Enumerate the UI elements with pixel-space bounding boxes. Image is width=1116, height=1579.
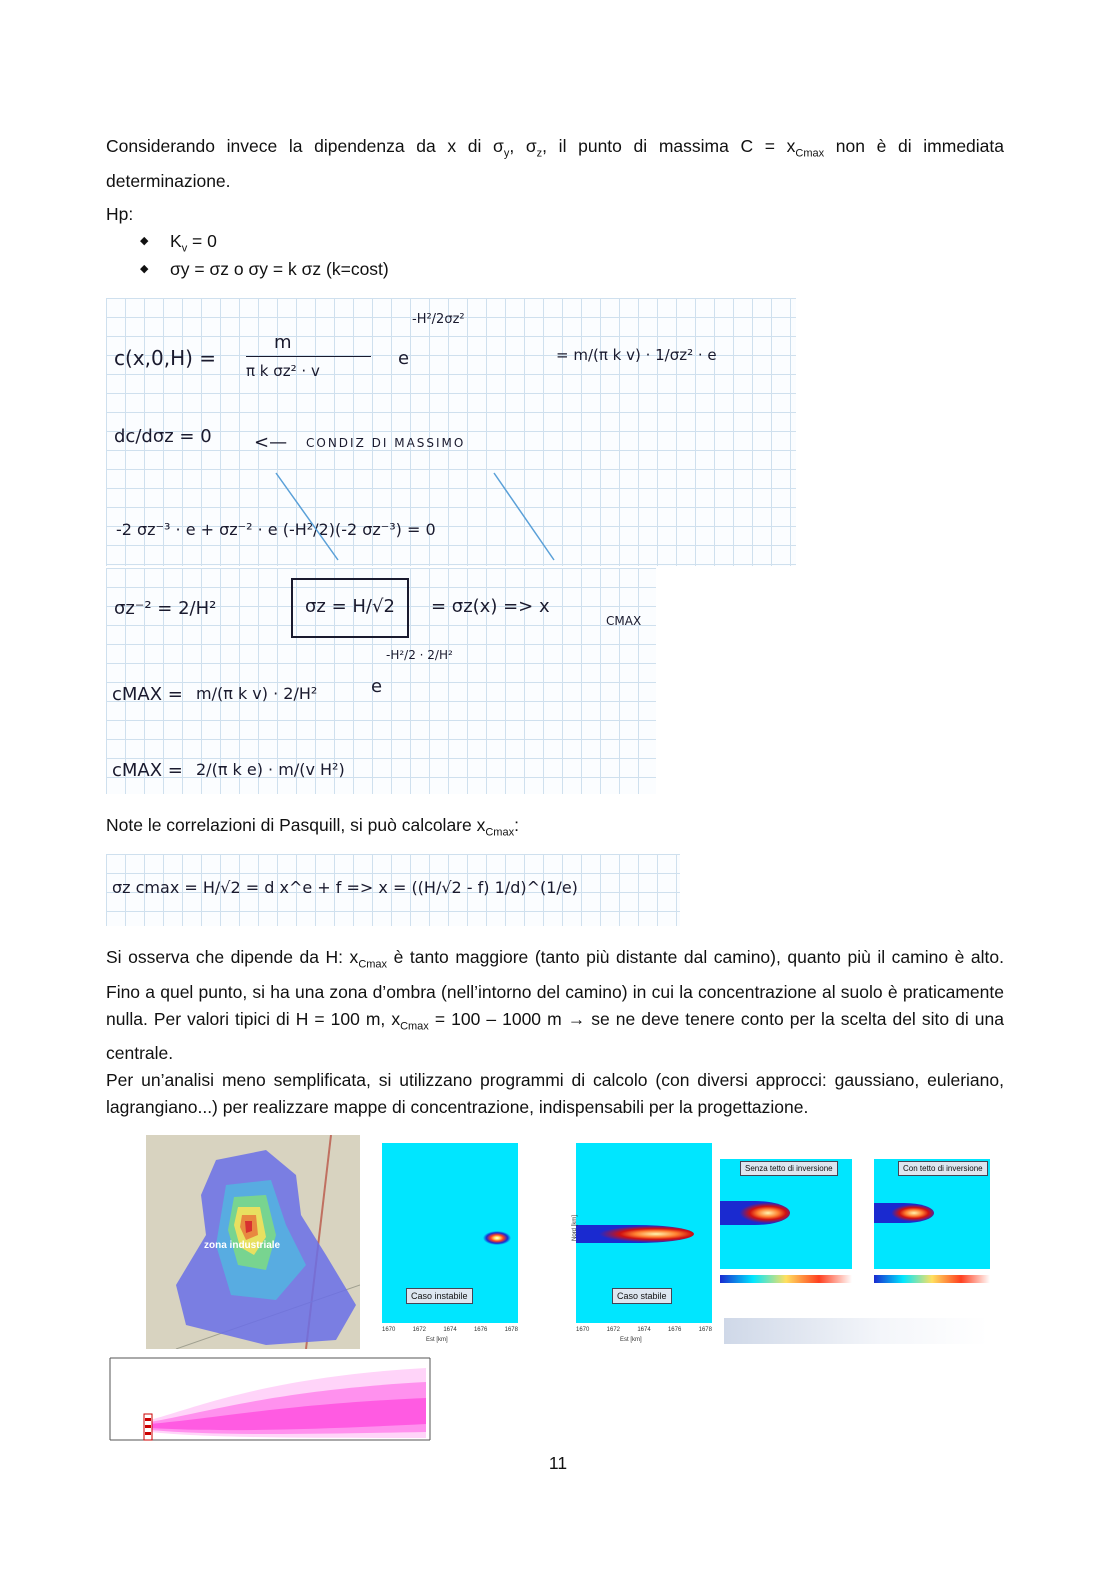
sky-strip-image [724,1318,988,1344]
bullet-1 [140,231,217,255]
hw-derivative: dc/dσz = 0 [114,426,212,447]
map-label: zona industriale [204,1240,281,1251]
xtick: 1674 [443,1327,457,1333]
unstable-xticks [382,1327,518,1333]
no-inversion-label: Senza tetto di inversione [740,1161,838,1176]
with-inversion-label: Con tetto di inversione [898,1161,988,1176]
para1-text-c: , il punto di massima C = x [542,136,796,156]
hw-strike-lines [106,298,796,566]
hw-max-condition: CONDIZ DI MASSIMO [306,436,466,450]
hw-exponent: -H²/2σz² [412,312,465,327]
para1-text-a: Considerando invece la dipendenza da x di σ [106,136,504,156]
para3-text-d: se ne deve tenere conto per la scelta del sito di una centrale. [106,1008,1004,1063]
hw-denominator: π k σz² · v [246,362,320,380]
no-inversion-colorbar [720,1275,852,1283]
hw-c-formula-lhs: c(x,0,H) = [114,346,217,370]
paragraph-observation [106,944,1004,1067]
hw-derivative-expansion: -2 σz⁻³ · e + σz⁻² · e (-H²/2)(-2 σz⁻³) = 0 [116,520,436,539]
stable-label: Caso stabile [612,1288,672,1304]
paragraph-analysis: Per un’analisi meno semplificata, si utilizzano programmi di calcolo (con diversi approcci: gaussiano, euleriano, lagrangiano...) per realizzare mappe di concentrazione, indispensabili per la progettazione. [106,1070,1004,1117]
paragraph-pasquill [106,812,1004,847]
bullet-1-b: = 0 [187,231,217,251]
hw-cmax2-rhs: 2/(π k e) · m/(v H²) [196,760,345,779]
paragraph-intro [106,133,1004,195]
stable-plume [576,1225,694,1243]
para1-text-d: non è di immediata determinazione. [106,136,1004,191]
concentration-map-figure [146,1135,360,1349]
xtick: 1670 [382,1327,396,1333]
hw-cmax1-e: e [371,676,383,697]
stable-xticks [576,1327,712,1333]
stable-yaxis-label: Nord [km] [572,1214,579,1242]
bullet-1-sub: v [181,242,188,255]
hw-sigma-x: = σz(x) => x [431,596,550,617]
lagrangian-particles-figure [108,1352,432,1444]
para1-sub-cmax: Cmax [795,147,825,160]
bullet-2-text: σy = σz o σy = k σz (k=cost) [170,259,389,279]
unstable-label: Caso instabile [406,1288,473,1304]
lagrangian-particles-svg [108,1352,432,1444]
diamond-bullet-icon: ◆ [140,263,149,275]
hw-boxed-result [291,578,409,638]
para1-sub-y: y [503,147,510,160]
hw-cmax1-exp: -H²/2 · 2/H² [386,648,453,662]
stable-case-figure [560,1135,716,1349]
xtick: 1678 [698,1327,712,1333]
with-inversion-colorbar [874,1275,990,1283]
hw-sigma-eq: σz⁻² = 2/H² [114,598,217,619]
handwritten-notes-3 [106,854,680,926]
para3-text-c: = 100 – 1000 m [428,1008,568,1029]
xtick: 1672 [606,1327,621,1333]
hw-cmax-sub: CMAX [606,614,642,628]
para3-text-a: Si osserva che dipende da H: x [106,947,359,967]
hp-label: Hp: [106,204,134,224]
no-inversion-figure [716,1155,856,1295]
stable-xaxis-label: Est [km] [620,1337,642,1343]
unstable-case-figure [366,1135,522,1349]
para1-text-b: , σ [509,136,537,156]
para2-sub: Cmax [485,826,515,839]
xtick: 1676 [667,1327,682,1333]
hw-boxed-text: σz = H/√2 [305,596,395,617]
hw-cmax2-lhs: cMAX = [112,760,183,781]
para3-text-b: è tanto maggiore (tanto più distante dal camino), quanto più il camino è alto. Fino a quel punto, si ha una zona d’ombra (nell’intorno del camino) in cui la concentrazione al suolo è praticamente nulla. Per valori tipici di H = 100 m, x [106,947,1004,1029]
hw-e: e [398,348,410,369]
diamond-bullet-icon: ◆ [140,235,149,247]
xtick: 1670 [576,1327,590,1333]
bullet-2 [140,259,389,280]
hw-rhs: = m/(π k v) · 1/σz² · e [556,346,717,364]
xtick: 1676 [473,1327,488,1333]
page-number: 11 [548,1453,568,1473]
para1-sub-z: z [536,147,543,160]
xtick: 1672 [412,1327,427,1333]
xtick: 1678 [504,1327,518,1333]
handwritten-notes-1 [106,298,796,566]
with-inversion-figure [870,1155,992,1295]
para3-sub2: Cmax [400,1020,429,1032]
hw-cmax1-lhs: cMAX = [112,684,183,705]
right-arrow-icon: → [567,1008,586,1029]
para3-sub1: Cmax [358,958,388,971]
hw-pasquill-eq: σz cmax = H/√2 = d x^e + f => x = ((H/√2 - f) 1/d)^(1/e) [112,878,578,897]
unstable-xaxis-label: Est [km] [426,1337,448,1343]
para2-text-a: Note le correlazioni di Pasquill, si può calcolare x [106,815,486,835]
para2-text-b: : [514,815,519,835]
hw-numerator: m [274,332,292,353]
hw-arrow: <— [254,432,288,453]
with-inversion-plume [874,1203,934,1223]
handwritten-notes-2 [106,568,656,794]
xtick: 1674 [637,1327,651,1333]
bullet-1-a: K [170,231,182,251]
no-inversion-plume [720,1201,790,1225]
hw-cmax1-frac: m/(π k v) · 2/H² [196,684,318,703]
